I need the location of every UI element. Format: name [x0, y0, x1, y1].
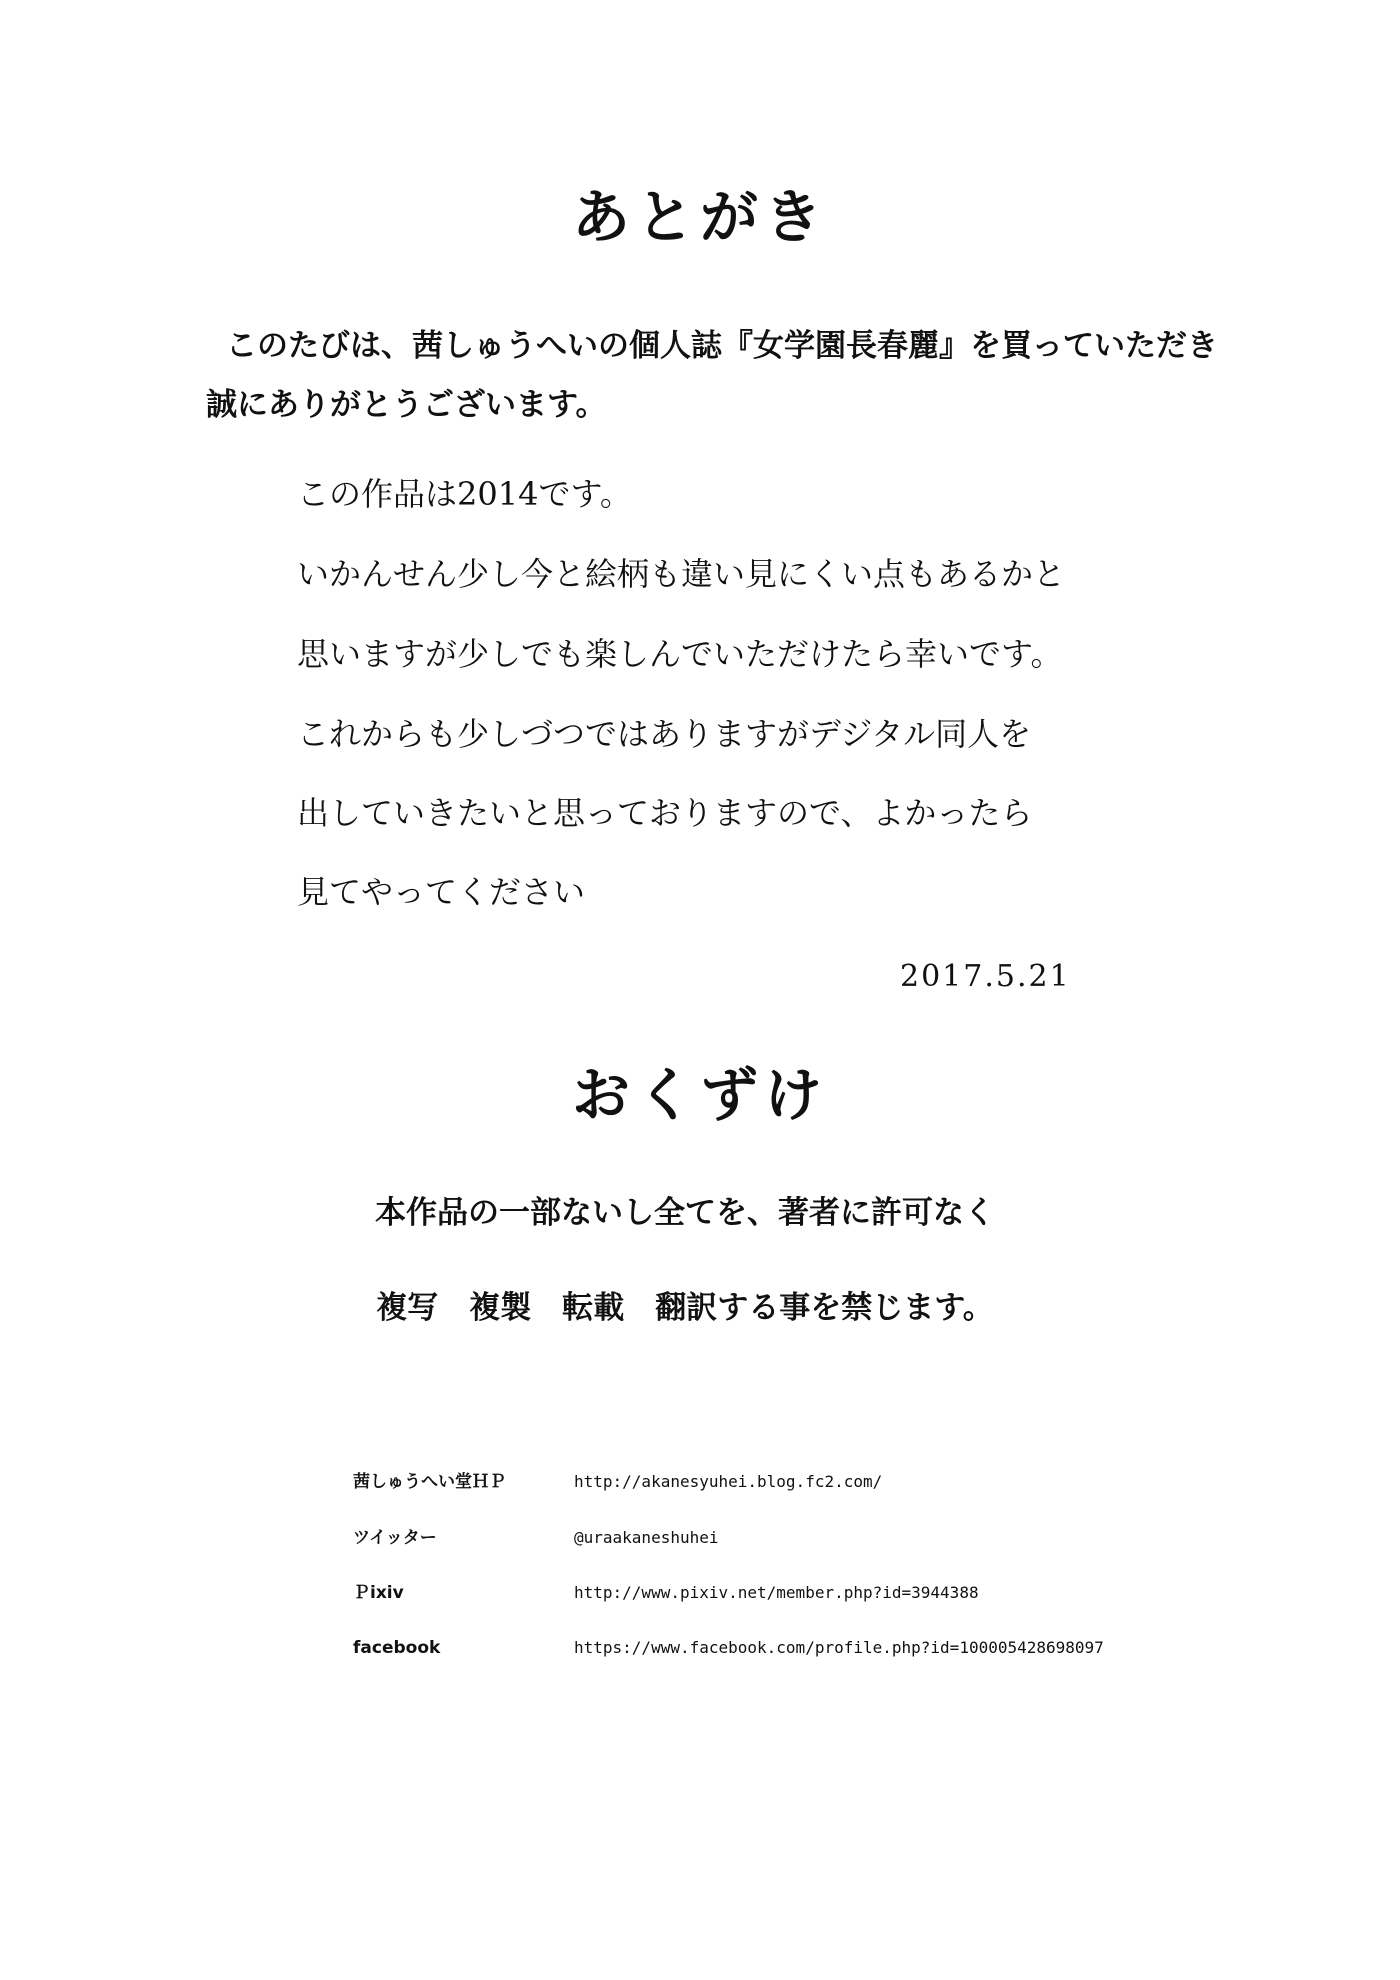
afterword-body-line: 見てやってください: [297, 873, 586, 911]
link-label: 茜しゅうへい堂ＨＰ: [353, 1472, 506, 1492]
twitter-handle[interactable]: @uraakaneshuhei: [574, 1528, 719, 1547]
afterword-date: 2017.5.21: [900, 959, 1071, 994]
afterword-body-line: いかんせん少し今と絵柄も違い見にくい点もあるかと: [297, 555, 1066, 593]
afterword-body-line: 思いますが少しでも楽しんでいただけたら幸いです。: [297, 635, 1063, 673]
link-row-facebook: [353, 1640, 1353, 1664]
copyright-notice-line-2: 複写 複製 転載 翻訳する事を禁じます。: [376, 1290, 994, 1326]
homepage-url[interactable]: http://akanesyuhei.blog.fc2.com/: [574, 1472, 883, 1491]
copyright-notice-line-1: 本作品の一部ないし全てを、著者に許可なく: [375, 1195, 995, 1231]
afterword-title: あとがき: [571, 183, 828, 251]
afterword-body-line: この作品は2014です。: [297, 475, 632, 513]
pixiv-url[interactable]: http://www.pixiv.net/member.php?id=3944388: [574, 1583, 979, 1602]
link-row-pixiv: [353, 1585, 1353, 1609]
afterword-body-line: これからも少しづつではありますがデジタル同人を: [297, 715, 1032, 753]
afterword-intro-line-1: このたびは、茜しゅうへいの個人誌『女学園長春麗』を買っていただき: [226, 328, 1218, 364]
link-row-homepage: [353, 1474, 1353, 1498]
link-label: ツイッター: [353, 1528, 437, 1548]
link-label: Ｐixiv: [353, 1583, 404, 1603]
colophon-title: おくずけ: [571, 1061, 828, 1129]
facebook-url[interactable]: https://www.facebook.com/profile.php?id=100005428698097: [574, 1638, 1104, 1657]
afterword-intro-line-2: 誠にありがとうございます。: [206, 387, 607, 423]
link-row-twitter: [353, 1530, 1353, 1554]
link-label: facebook: [353, 1638, 441, 1658]
afterword-body-line: 出していきたいと思っておりますので、よかったら: [297, 794, 1033, 832]
